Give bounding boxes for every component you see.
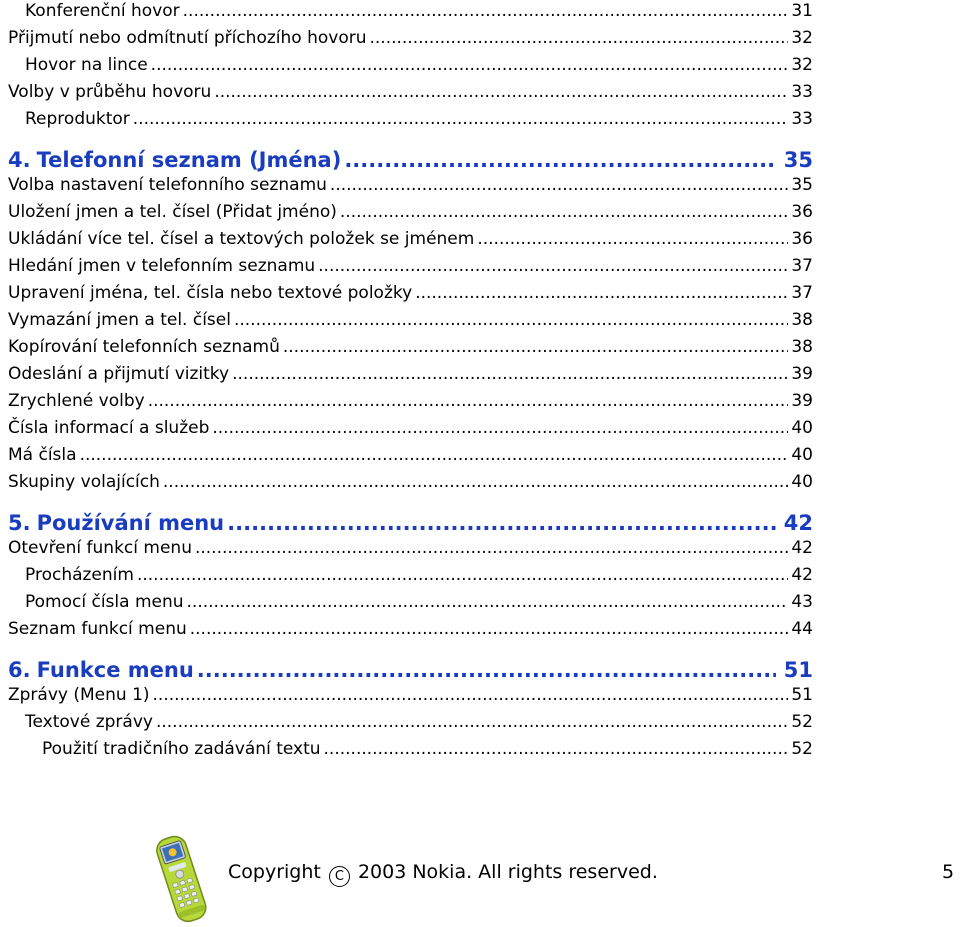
toc-entry-page: 40: [791, 445, 813, 465]
copyright-prefix: Copyright: [228, 861, 321, 883]
dot-leader: [183, 0, 789, 22]
chapter-number: 6.: [8, 658, 31, 682]
dot-leader: [330, 174, 788, 196]
dot-leader: [148, 390, 789, 412]
toc-entry-label: Odeslání a přijmutí vizitky: [8, 364, 230, 384]
toc-entry-page: 42: [791, 538, 813, 558]
toc-entry-page: 37: [791, 256, 813, 276]
chapter-title: Funkce menu: [36, 658, 194, 682]
toc-entry: [8, 108, 813, 130]
page-footer: [0, 830, 960, 927]
toc-entry-label: Procházením: [25, 565, 134, 585]
toc-entry-label: Pomocí čísla menu: [25, 592, 184, 612]
toc-entry-page: 33: [791, 82, 813, 102]
toc-entry-page: 31: [791, 1, 813, 21]
toc-entry: [8, 537, 813, 559]
dot-leader: [283, 336, 788, 358]
toc-entry: [8, 564, 813, 586]
toc-entry-page: 36: [791, 202, 813, 222]
toc-entry: [8, 738, 813, 760]
dot-leader: [153, 684, 789, 706]
toc-entry-label: Má čísla: [8, 445, 77, 465]
toc-entry-page: 33: [791, 109, 813, 129]
toc-entry-page: 51: [783, 658, 813, 682]
dot-leader: [187, 591, 789, 613]
toc-entry-label: Volba nastavení telefonního seznamu: [8, 175, 327, 195]
toc-entry: [8, 363, 813, 385]
toc-entry-page: 38: [791, 337, 813, 357]
toc-entry: [8, 417, 813, 439]
nokia-phone-icon: [148, 830, 214, 926]
copyright-symbol: C: [329, 866, 350, 887]
toc-entry-page: 39: [791, 364, 813, 384]
toc-entry-label: Použití tradičního zadávání textu: [42, 739, 321, 759]
toc-entry: [8, 255, 813, 277]
toc-entry: [8, 711, 813, 733]
dot-leader: [190, 618, 789, 640]
toc-entry: [8, 444, 813, 466]
toc-entry: [8, 174, 813, 196]
toc-entry-label: Kopírování telefonních seznamů: [8, 337, 280, 357]
toc-entry-label: Zprávy (Menu 1): [8, 685, 150, 705]
dot-leader: [369, 27, 788, 49]
toc-entry: [8, 81, 813, 103]
toc-entry: [8, 336, 813, 358]
dot-leader: [340, 201, 788, 223]
toc-entry-label: [8, 147, 341, 173]
copyright-notice: [228, 860, 658, 887]
toc-entry-label: Hovor na lince: [25, 55, 148, 75]
toc-entry-page: 35: [783, 148, 813, 172]
dot-leader: [477, 228, 788, 250]
toc-entry-label: [8, 657, 194, 683]
toc-entry-label: Otevření funkcí menu: [8, 538, 192, 558]
toc-entry: [8, 27, 813, 49]
toc-entry-page: 52: [791, 712, 813, 732]
toc-entry-label: Vymazání jmen a tel. čísel: [8, 310, 231, 330]
toc-entry-page: 37: [791, 283, 813, 303]
toc-chapter-entry: [8, 657, 813, 683]
toc-entry-page: 32: [791, 55, 813, 75]
toc-entry-label: Zrychlené volby: [8, 391, 145, 411]
toc-entry: [8, 591, 813, 613]
dot-leader: [151, 54, 789, 76]
toc-entry: [8, 201, 813, 223]
toc-entry-label: Hledání jmen v telefonním seznamu: [8, 256, 316, 276]
dot-leader: [197, 657, 776, 683]
toc-entry-page: 51: [791, 685, 813, 705]
toc-entry-label: Upravení jména, tel. čísla nebo textové položky: [8, 283, 413, 303]
toc-entry: [8, 684, 813, 706]
toc-entry-page: 43: [791, 592, 813, 612]
dot-leader: [163, 471, 788, 493]
toc-entry-page: 42: [783, 511, 813, 535]
toc-entry-page: 38: [791, 310, 813, 330]
toc-entry-label: Reproduktor: [25, 109, 130, 129]
chapter-number: 4.: [8, 148, 31, 172]
toc-entry-page: 35: [791, 175, 813, 195]
chapter-title: Telefonní seznam (Jména): [36, 148, 342, 172]
chapter-title: Používání menu: [36, 511, 225, 535]
toc-entry-label: Ukládání více tel. čísel a textových položek se jménem: [8, 229, 475, 249]
dot-leader: [318, 255, 788, 277]
dot-leader: [137, 564, 788, 586]
dot-leader: [212, 417, 788, 439]
toc-entry-page: 39: [791, 391, 813, 411]
toc-entry-label: Skupiny volajících: [8, 472, 160, 492]
toc-entry-page: 44: [791, 619, 813, 639]
toc-entry-page: 40: [791, 418, 813, 438]
dot-leader: [234, 309, 788, 331]
page-number: 5: [942, 861, 955, 883]
toc-entry: [8, 0, 813, 22]
copyright-suffix: 2003 Nokia. All rights reserved.: [357, 861, 658, 883]
dot-leader: [344, 147, 776, 173]
toc-entry-label: Přijmutí nebo odmítnutí příchozího hovoru: [8, 28, 367, 48]
dot-leader: [324, 738, 789, 760]
dot-leader: [214, 81, 788, 103]
dot-leader: [415, 282, 788, 304]
toc-entry-page: 32: [791, 28, 813, 48]
chapter-number: 5.: [8, 511, 31, 535]
toc-entry-page: 40: [791, 472, 813, 492]
toc-entry-page: 52: [791, 739, 813, 759]
toc-entry: [8, 228, 813, 250]
toc-entry-page: 36: [791, 229, 813, 249]
toc-entry: [8, 54, 813, 76]
toc-entry: [8, 471, 813, 493]
toc-entry-page: 42: [791, 565, 813, 585]
toc-entry-label: Čísla informací a služeb: [8, 418, 210, 438]
toc-entry-label: Konferenční hovor: [25, 1, 180, 21]
toc-entry: [8, 309, 813, 331]
toc-entry: [8, 618, 813, 640]
toc-entry-label: Textové zprávy: [25, 712, 153, 732]
dot-leader: [232, 363, 788, 385]
dot-leader: [133, 108, 789, 130]
toc-entry: [8, 390, 813, 412]
toc-entry: [8, 282, 813, 304]
toc-chapter-entry: [8, 510, 813, 536]
toc-entry-label: Seznam funkcí menu: [8, 619, 187, 639]
dot-leader: [227, 510, 776, 536]
dot-leader: [156, 711, 788, 733]
toc-entry-label: Volby v průběhu hovoru: [8, 82, 212, 102]
toc-entry-label: Uložení jmen a tel. čísel (Přidat jméno): [8, 202, 337, 222]
dot-leader: [80, 444, 789, 466]
toc-entry-label: [8, 510, 224, 536]
dot-leader: [195, 537, 788, 559]
toc-chapter-entry: [8, 147, 813, 173]
